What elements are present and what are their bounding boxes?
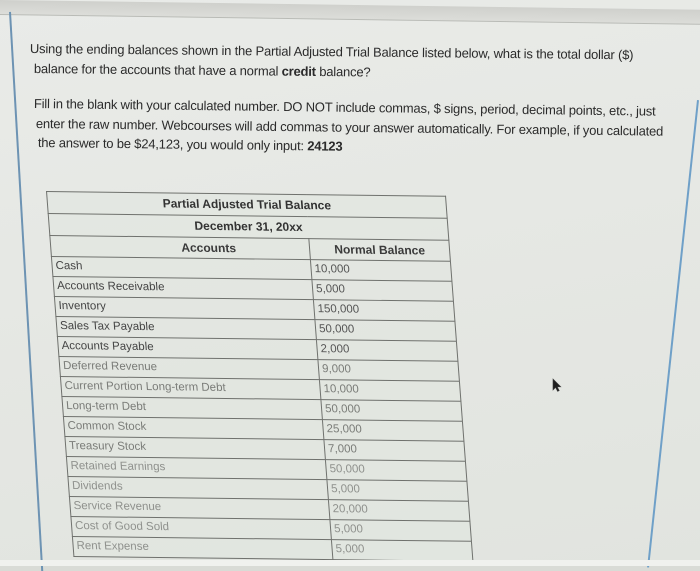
column-header-normal-balance: Normal Balance: [309, 239, 451, 262]
account-balance: 7,000: [324, 440, 466, 462]
question-line-2: [34, 60, 371, 82]
table-date: December 31, 20xx: [48, 214, 449, 241]
instruction-line-2: enter the raw number. Webcourses will add commas to your answer automatically. For example, if you calculated: [35, 115, 664, 139]
account-name: Cash: [51, 257, 312, 280]
question-line-2-prefix: balance for the accounts that have a normal: [33, 60, 282, 79]
account-balance: 10,000: [319, 380, 461, 402]
account-name: Current Portion Long-term Debt: [60, 377, 321, 400]
instruction-line-3: [38, 134, 343, 156]
credit-emphasis: credit: [281, 63, 316, 79]
trial-balance-table: [46, 191, 473, 562]
account-name: Common Stock: [63, 417, 324, 440]
account-balance: 50,000: [321, 400, 463, 422]
instruction-line-3-prefix: the answer to be $24,123, you would only input:: [37, 134, 308, 154]
account-name: Long-term Debt: [62, 397, 323, 420]
account-balance: 2,000: [316, 340, 458, 362]
account-balance: 50,000: [315, 320, 457, 342]
account-name: Dividends: [68, 477, 329, 500]
account-balance: 5,000: [331, 540, 473, 562]
account-name: Deferred Revenue: [59, 357, 320, 380]
account-balance: 9,000: [318, 360, 460, 382]
account-balance: 25,000: [322, 420, 464, 442]
trial-balance-table-wrapper: [46, 191, 473, 562]
account-name: Accounts Receivable: [53, 277, 314, 300]
question-line-2-suffix: balance?: [315, 63, 371, 80]
account-balance: 5,000: [327, 480, 469, 502]
column-header-accounts: Accounts: [50, 236, 311, 260]
account-name: Cost of Good Sold: [71, 517, 332, 540]
account-name: Rent Expense: [72, 537, 333, 560]
question-line-1: Using the ending balances shown in the Partial Adjusted Trial Balance listed below, what is the total dollar ($): [29, 40, 634, 63]
account-name: Accounts Payable: [57, 337, 318, 360]
example-answer: 24123: [307, 138, 343, 154]
bottom-edge-bar: [0, 560, 700, 566]
account-name: Service Revenue: [69, 497, 330, 520]
account-balance: 10,000: [310, 260, 452, 282]
account-name: Retained Earnings: [66, 457, 327, 480]
account-name: Inventory: [54, 297, 315, 320]
account-name: Treasury Stock: [65, 437, 326, 460]
account-balance: 20,000: [328, 500, 470, 522]
account-balance: 150,000: [313, 300, 455, 322]
account-balance: 50,000: [325, 460, 467, 482]
account-balance: 5,000: [330, 520, 472, 542]
instruction-line-1: Fill in the blank with your calculated number. DO NOT include commas, $ signs, period, decimal points, etc., just: [33, 95, 656, 119]
table-title: Partial Adjusted Trial Balance: [47, 192, 448, 219]
account-balance: 5,000: [312, 280, 454, 302]
table-row: [72, 537, 473, 562]
account-name: Sales Tax Payable: [56, 317, 317, 340]
